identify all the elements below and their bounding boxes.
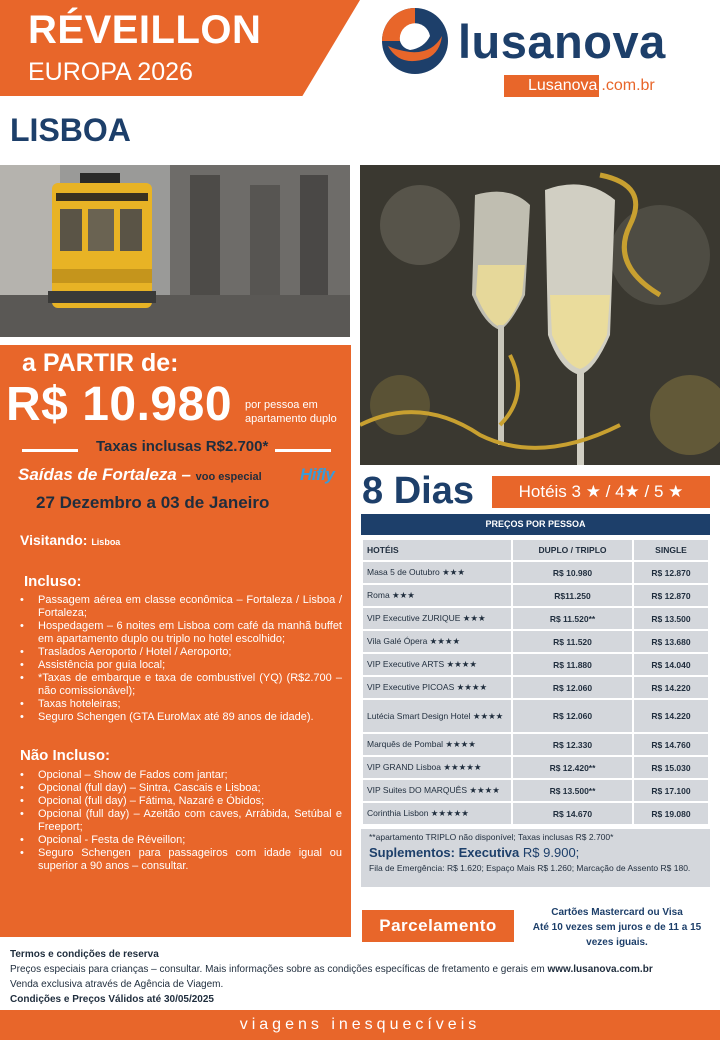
starting-price: R$ 10.980 [6, 378, 233, 431]
table-row [363, 677, 708, 698]
validity: Condições e Preços Válidos até 30/05/2025 [10, 994, 214, 1005]
price-double: R$ 11.520** [513, 608, 632, 629]
price-single: R$ 12.870 [634, 562, 708, 583]
supplements [369, 845, 702, 860]
hotel-name: VIP Executive ZURIQUE ★★★ [363, 608, 511, 629]
visiting-label: Visitando: [20, 532, 88, 548]
column-header-double: DUPLO / TRIPLO [513, 540, 632, 560]
price-double: R$ 12.060 [513, 677, 632, 698]
champagne-glasses-photo [360, 165, 720, 465]
price-double: R$ 10.980 [513, 562, 632, 583]
table-row [363, 757, 708, 778]
extras-note: Fila de Emergência: R$ 1.620; Espaço Mais R$ 1.260; Marcação de Assento R$ 180. [369, 863, 691, 873]
price-single: R$ 17.100 [634, 780, 708, 801]
price-single: R$ 14.040 [634, 654, 708, 675]
travel-dates: 27 Dezembro a 03 de Janeiro [36, 493, 270, 512]
hotel-name: VIP Executive PICOAS ★★★★ [363, 677, 511, 698]
price-single: R$ 13.680 [634, 631, 708, 652]
terms-line-2: Venda exclusiva através de Agência de Viagem. [10, 979, 224, 990]
price-single: R$ 15.030 [634, 757, 708, 778]
supplements-value: R$ 9.900; [522, 845, 580, 860]
included-list [20, 594, 342, 724]
price-single: R$ 14.220 [634, 677, 708, 698]
terms-line-1 [10, 962, 710, 977]
list-item: • Opcional (full day) – Azeitão com caves, Arrábida, Setúbal e Freeport; [20, 808, 342, 834]
table-row [363, 608, 708, 629]
airline-logo: Hifly [300, 465, 335, 484]
hotel-categories: Hotéis 3 ★ / 4★ / 5 ★ [492, 476, 710, 508]
list-item: • Hospedagem – 6 noites em Lisboa com café da manhã buffet em apartamento duplo ou triplo no hotel escolhido; [20, 620, 342, 646]
departures [18, 465, 262, 485]
hotel-name: Marquês de Pombal ★★★★ [363, 734, 511, 755]
price-notes [361, 829, 710, 887]
price-note: por pessoa em apartamento duplo [245, 399, 337, 425]
hotel-name: Corinthia Lisbon ★★★★★ [363, 803, 511, 824]
hotel-name: Roma ★★★ [363, 585, 511, 606]
list-item: • Opcional (full day) – Fátima, Nazaré e Óbidos; [20, 795, 342, 808]
triple-note: **apartamento TRIPLO não disponível; Taxas inclusas R$ 2.700* [369, 832, 614, 842]
hotel-name: VIP Suites DO MARQUÊS ★★★★ [363, 780, 511, 801]
price-single: R$ 14.760 [634, 734, 708, 755]
price-double: R$ 11.520 [513, 631, 632, 652]
visiting-value: Lisboa [91, 537, 121, 547]
prices-title: PREÇOS POR PESSOA [361, 514, 710, 535]
table-row [363, 700, 708, 732]
list-item: • Passagem aérea em classe econômica – Fortaleza / Lisboa / Fortaleza; [20, 594, 342, 620]
website-link[interactable]: www.lusanova.com.br [547, 964, 653, 975]
list-item: • Opcional (full day) – Sintra, Cascais e Lisboa; [20, 782, 342, 795]
destination-city: LISBOA [10, 112, 131, 148]
table-row [363, 803, 708, 824]
divider-left [22, 449, 78, 452]
list-item: • Traslados Aeroporto / Hotel / Aeroporto; [20, 646, 342, 659]
terms [10, 947, 710, 1007]
hotel-name: VIP GRAND Lisboa ★★★★★ [363, 757, 511, 778]
table-row [363, 654, 708, 675]
table-row [363, 631, 708, 652]
list-item: • Seguro Schengen para passageiros com idade igual ou superior a 90 anos – consultar. [20, 847, 342, 873]
brand-name: lusanova [458, 15, 666, 68]
list-item: • Opcional – Show de Fados com jantar; [20, 769, 342, 782]
table-row [363, 734, 708, 755]
brand-url[interactable] [504, 75, 655, 97]
not-included-title: Não Incluso: [20, 747, 111, 764]
table-header-row [363, 540, 708, 560]
hotel-name: Lutécia Smart Design Hotel ★★★★ [363, 700, 511, 732]
taxes-included: Taxas inclusas R$2.700* [96, 438, 269, 455]
table-row [363, 780, 708, 801]
special-flight: voo especial [195, 471, 262, 483]
price-double: R$ 12.330 [513, 734, 632, 755]
price-single: R$ 19.080 [634, 803, 708, 824]
trip-duration: 8 Dias [362, 470, 474, 512]
table-row [363, 562, 708, 583]
installments-details [522, 905, 712, 950]
lusanova-logo-icon [380, 6, 450, 76]
price-double: R$ 12.060 [513, 700, 632, 732]
offer-panel [0, 345, 351, 937]
from-label: a PARTIR de: [22, 349, 179, 377]
brand-url-name: Lusanova [504, 75, 599, 97]
hotel-name: VIP Executive ARTS ★★★★ [363, 654, 511, 675]
price-table [361, 538, 710, 826]
list-item: • Opcional - Festa de Réveillon; [20, 834, 342, 847]
installments-line-1: Cartões Mastercard ou Visa [551, 907, 683, 918]
column-header-hotel: HOTÉIS [363, 540, 511, 560]
list-item: • Seguro Schengen (GTA EuroMax até 89 anos de idade). [20, 711, 342, 724]
lisbon-tram-photo [0, 165, 350, 337]
installments-line-3: vezes iguais. [586, 937, 648, 948]
list-item: • *Taxas de embarque e taxa de combustível (YQ) (R$2.700 – não comissionável); [20, 672, 342, 698]
installments-label: Parcelamento [362, 910, 514, 942]
price-single: R$ 14.220 [634, 700, 708, 732]
price-double: R$ 13.500** [513, 780, 632, 801]
slogan-bar: viagens inesquecíveis [0, 1010, 720, 1040]
page-title: RÉVEILLON [28, 8, 262, 52]
price-single: R$ 13.500 [634, 608, 708, 629]
list-item: • Taxas hoteleiras; [20, 698, 342, 711]
table-row [363, 585, 708, 606]
page-subtitle: EUROPA 2026 [28, 58, 193, 86]
departures-text: Saídas de Fortaleza – [18, 465, 191, 484]
price-double: R$11.250 [513, 585, 632, 606]
price-double: R$ 12.420** [513, 757, 632, 778]
terms-text: Preços especiais para crianças – consultar. Mais informações sobre as condições específicas de fretamento e gerais em [10, 964, 545, 975]
installments-line-2: Até 10 vezes sem juros e de 11 a 15 [532, 922, 702, 933]
price-single: R$ 12.870 [634, 585, 708, 606]
hotel-name: Vila Galé Ópera ★★★★ [363, 631, 511, 652]
hotel-name: Masa 5 de Outubro ★★★ [363, 562, 511, 583]
included-title: Incluso: [24, 573, 82, 590]
not-included-list [20, 769, 342, 873]
supplements-label: Suplementos: Executiva [369, 845, 520, 860]
price-double: R$ 14.670 [513, 803, 632, 824]
price-double: R$ 11.880 [513, 654, 632, 675]
terms-title: Termos e condições de reserva [10, 949, 159, 960]
visiting [20, 532, 120, 548]
divider-right [275, 449, 331, 452]
list-item: • Assistência por guia local; [20, 659, 342, 672]
column-header-single: SINGLE [634, 540, 708, 560]
brand-url-domain: .com.br [601, 77, 655, 94]
